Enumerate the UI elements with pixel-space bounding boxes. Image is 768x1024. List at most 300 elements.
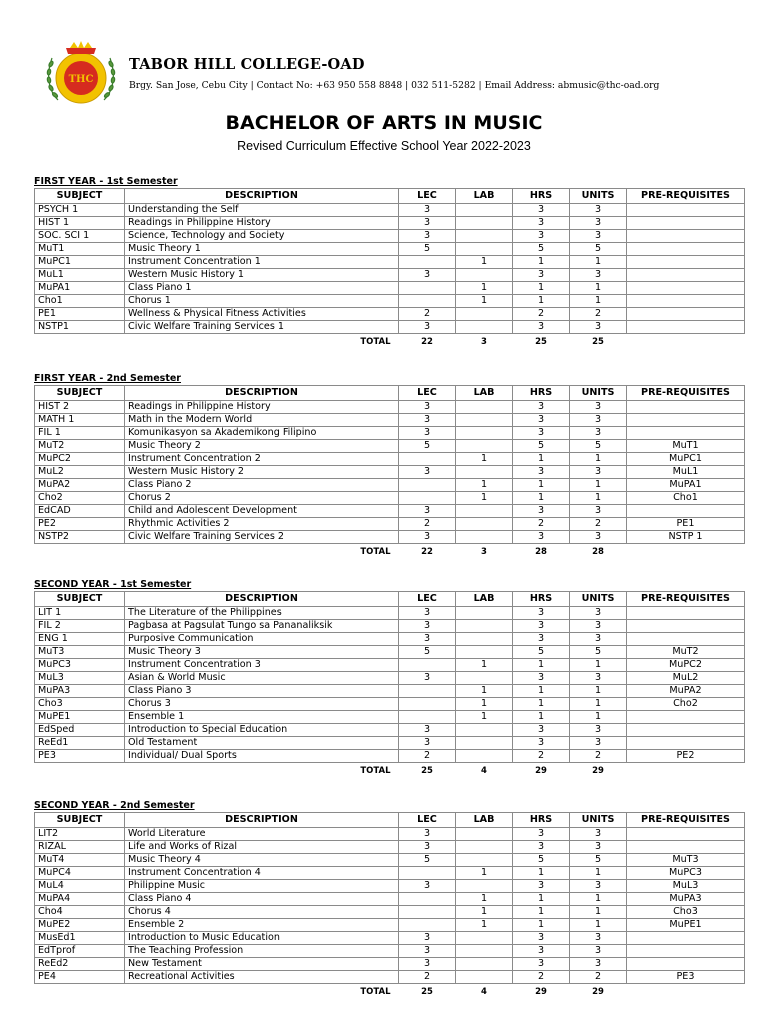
prerequisite-value: MuPA3 — [627, 893, 745, 906]
subject-description: Class Piano 2 — [125, 479, 399, 492]
lab-value — [456, 737, 513, 750]
col-hrs: HRS — [513, 386, 570, 401]
lec-value: 5 — [399, 243, 456, 256]
lec-value — [399, 906, 456, 919]
lec-value: 3 — [399, 401, 456, 414]
col-description: DESCRIPTION — [125, 813, 399, 828]
semester-section — [34, 799, 744, 1000]
subject-description: Purposive Communication — [125, 633, 399, 646]
subject-code: EdTprof — [35, 945, 125, 958]
subject-description: Rhythmic Activities 2 — [125, 518, 399, 531]
subject-code: EdSped — [35, 724, 125, 737]
subject-code: LIT2 — [35, 828, 125, 841]
hrs-value: 3 — [513, 672, 570, 685]
lab-value — [456, 958, 513, 971]
subject-code: MuPA3 — [35, 685, 125, 698]
subject-code: MuL2 — [35, 466, 125, 479]
subject-description: Class Piano 1 — [125, 282, 399, 295]
subject-code: MuL4 — [35, 880, 125, 893]
units-value: 1 — [570, 282, 627, 295]
subject-description: Music Theory 4 — [125, 854, 399, 867]
subject-description: Philippine Music — [125, 880, 399, 893]
subject-description: Recreational Activities — [125, 971, 399, 984]
hrs-value: 3 — [513, 607, 570, 620]
col-lec: LEC — [399, 813, 456, 828]
lec-value: 3 — [399, 217, 456, 230]
lab-value: 1 — [456, 453, 513, 466]
semester-section — [34, 175, 744, 350]
units-value: 5 — [570, 243, 627, 256]
table-row — [35, 217, 745, 230]
subject-code: MuL1 — [35, 269, 125, 282]
total-lec: 22 — [421, 337, 433, 347]
lab-value — [456, 243, 513, 256]
total-row — [35, 984, 745, 1001]
subject-code: Cho2 — [35, 492, 125, 505]
units-value: 3 — [570, 932, 627, 945]
table-row — [35, 479, 745, 492]
subject-code: HIST 1 — [35, 217, 125, 230]
units-value: 1 — [570, 919, 627, 932]
table-row — [35, 295, 745, 308]
units-value: 1 — [570, 698, 627, 711]
total-units: 29 — [592, 987, 604, 997]
lec-value: 3 — [399, 828, 456, 841]
units-value: 5 — [570, 646, 627, 659]
lab-value: 1 — [456, 711, 513, 724]
table-row — [35, 269, 745, 282]
units-value: 3 — [570, 672, 627, 685]
hrs-value: 3 — [513, 945, 570, 958]
total-lab: 4 — [481, 766, 487, 776]
units-value: 3 — [570, 414, 627, 427]
lab-value — [456, 531, 513, 544]
lab-value: 1 — [456, 479, 513, 492]
semester-title: FIRST YEAR - 1st Semester — [34, 176, 178, 187]
hrs-value: 2 — [513, 308, 570, 321]
table-row — [35, 932, 745, 945]
table-row — [35, 453, 745, 466]
units-value: 2 — [570, 971, 627, 984]
lec-value: 3 — [399, 269, 456, 282]
col-units: UNITS — [570, 592, 627, 607]
table-row — [35, 893, 745, 906]
hrs-value: 1 — [513, 453, 570, 466]
col-units: UNITS — [570, 813, 627, 828]
total-row — [35, 544, 745, 561]
subject-description: Readings in Philippine History — [125, 217, 399, 230]
hrs-value: 3 — [513, 880, 570, 893]
hrs-value: 3 — [513, 633, 570, 646]
col-prereq: PRE-REQUISITES — [627, 592, 745, 607]
prerequisite-value: MuT2 — [627, 646, 745, 659]
lec-value: 3 — [399, 672, 456, 685]
subject-description: Introduction to Special Education — [125, 724, 399, 737]
units-value: 3 — [570, 958, 627, 971]
prerequisite-value — [627, 958, 745, 971]
lab-value: 1 — [456, 685, 513, 698]
total-label: TOTAL — [360, 766, 391, 776]
table-row — [35, 841, 745, 854]
prerequisite-value — [627, 308, 745, 321]
units-value: 3 — [570, 466, 627, 479]
units-value: 1 — [570, 906, 627, 919]
subject-description: Pagbasa at Pagsulat Tungo sa Pananaliksik — [125, 620, 399, 633]
lab-value: 1 — [456, 867, 513, 880]
units-value: 3 — [570, 945, 627, 958]
table-row — [35, 440, 745, 453]
prerequisite-value: MuPA1 — [627, 479, 745, 492]
total-label: TOTAL — [360, 337, 391, 347]
lab-value — [456, 854, 513, 867]
col-lab: LAB — [456, 189, 513, 204]
lec-value — [399, 867, 456, 880]
hrs-value: 3 — [513, 932, 570, 945]
prerequisite-value: MuT3 — [627, 854, 745, 867]
lec-value — [399, 919, 456, 932]
subject-code: MuPC2 — [35, 453, 125, 466]
table-row — [35, 711, 745, 724]
lab-value: 1 — [456, 906, 513, 919]
semester-section — [34, 372, 744, 560]
subject-code: MusEd1 — [35, 932, 125, 945]
hrs-value: 3 — [513, 269, 570, 282]
subject-code: ENG 1 — [35, 633, 125, 646]
curriculum-table — [34, 812, 745, 1000]
table-row — [35, 737, 745, 750]
col-description: DESCRIPTION — [125, 189, 399, 204]
prerequisite-value: MuPC1 — [627, 453, 745, 466]
hrs-value: 3 — [513, 427, 570, 440]
prerequisite-value: Cho3 — [627, 906, 745, 919]
hrs-value: 3 — [513, 737, 570, 750]
col-hrs: HRS — [513, 592, 570, 607]
subject-description: Ensemble 1 — [125, 711, 399, 724]
lab-value — [456, 414, 513, 427]
lab-value — [456, 750, 513, 763]
subject-code: FIL 2 — [35, 620, 125, 633]
units-value: 5 — [570, 440, 627, 453]
lec-value — [399, 492, 456, 505]
subject-description: Chorus 3 — [125, 698, 399, 711]
hrs-value: 5 — [513, 440, 570, 453]
subject-code: MuPA4 — [35, 893, 125, 906]
lab-value: 1 — [456, 893, 513, 906]
subject-code: PE3 — [35, 750, 125, 763]
prerequisite-value — [627, 828, 745, 841]
units-value: 3 — [570, 737, 627, 750]
lec-value: 3 — [399, 531, 456, 544]
col-subject: SUBJECT — [35, 189, 125, 204]
prerequisite-value — [627, 295, 745, 308]
subject-description: Individual/ Dual Sports — [125, 750, 399, 763]
lec-value — [399, 659, 456, 672]
prerequisite-value — [627, 414, 745, 427]
lab-value: 1 — [456, 282, 513, 295]
subject-description: The Teaching Profession — [125, 945, 399, 958]
subject-code: PE4 — [35, 971, 125, 984]
hrs-value: 3 — [513, 466, 570, 479]
prerequisite-value — [627, 427, 745, 440]
subject-description: Instrument Concentration 1 — [125, 256, 399, 269]
col-units: UNITS — [570, 189, 627, 204]
units-value: 1 — [570, 711, 627, 724]
prerequisite-value — [627, 737, 745, 750]
total-lec: 22 — [421, 547, 433, 557]
hrs-value: 5 — [513, 646, 570, 659]
col-lab: LAB — [456, 813, 513, 828]
col-hrs: HRS — [513, 813, 570, 828]
prerequisite-value: PE1 — [627, 518, 745, 531]
lec-value: 2 — [399, 750, 456, 763]
lec-value — [399, 282, 456, 295]
units-value: 3 — [570, 531, 627, 544]
table-row — [35, 945, 745, 958]
lab-value: 1 — [456, 256, 513, 269]
hrs-value: 2 — [513, 750, 570, 763]
page-subtitle: Revised Curriculum Effective School Year 2022-2023 — [237, 139, 531, 153]
subject-description: Western Music History 1 — [125, 269, 399, 282]
subject-code: MATH 1 — [35, 414, 125, 427]
subject-description: Instrument Concentration 4 — [125, 867, 399, 880]
table-row — [35, 256, 745, 269]
subject-code: MuT2 — [35, 440, 125, 453]
table-row — [35, 414, 745, 427]
prerequisite-value — [627, 932, 745, 945]
lab-value — [456, 620, 513, 633]
prerequisite-value — [627, 505, 745, 518]
lab-value — [456, 217, 513, 230]
subject-description: Ensemble 2 — [125, 919, 399, 932]
lec-value — [399, 698, 456, 711]
hrs-value: 1 — [513, 659, 570, 672]
subject-code: RIZAL — [35, 841, 125, 854]
lab-value: 1 — [456, 659, 513, 672]
table-row — [35, 505, 745, 518]
subject-code: SOC. SCI 1 — [35, 230, 125, 243]
units-value: 3 — [570, 505, 627, 518]
subject-code: ReEd1 — [35, 737, 125, 750]
prerequisite-value — [627, 401, 745, 414]
prerequisite-value: MuPA2 — [627, 685, 745, 698]
table-row — [35, 958, 745, 971]
lab-value: 1 — [456, 295, 513, 308]
lec-value: 2 — [399, 971, 456, 984]
subject-code: PSYCH 1 — [35, 204, 125, 217]
lab-value: 1 — [456, 492, 513, 505]
prerequisite-value: MuPC2 — [627, 659, 745, 672]
units-value: 1 — [570, 685, 627, 698]
hrs-value: 1 — [513, 295, 570, 308]
prerequisite-value: MuL3 — [627, 880, 745, 893]
college-contact-line: Brgy. San Jose, Cebu City | Contact No: +63 950 558 8848 | 032 511-5282 | Email Address: abmusic@thc-oad.org — [129, 80, 660, 91]
hrs-value: 3 — [513, 620, 570, 633]
prerequisite-value: PE3 — [627, 971, 745, 984]
subject-description: Music Theory 3 — [125, 646, 399, 659]
lec-value: 3 — [399, 945, 456, 958]
units-value: 1 — [570, 479, 627, 492]
prerequisite-value: Cho2 — [627, 698, 745, 711]
total-units: 28 — [592, 547, 604, 557]
hrs-value: 1 — [513, 711, 570, 724]
subject-code: PE2 — [35, 518, 125, 531]
subject-description: Understanding the Self — [125, 204, 399, 217]
hrs-value: 3 — [513, 724, 570, 737]
page-title: BACHELOR OF ARTS IN MUSIC — [225, 112, 543, 134]
lab-value — [456, 204, 513, 217]
units-value: 3 — [570, 230, 627, 243]
curriculum-table — [34, 385, 745, 560]
table-row — [35, 466, 745, 479]
prerequisite-value: MuL2 — [627, 672, 745, 685]
subject-code: MuT4 — [35, 854, 125, 867]
lec-value: 5 — [399, 646, 456, 659]
table-row — [35, 854, 745, 867]
total-lab: 3 — [481, 547, 487, 557]
lec-value: 3 — [399, 737, 456, 750]
subject-code: MuPC3 — [35, 659, 125, 672]
table-row — [35, 971, 745, 984]
lec-value — [399, 295, 456, 308]
subject-description: Old Testament — [125, 737, 399, 750]
subject-code: MuPC4 — [35, 867, 125, 880]
col-lec: LEC — [399, 592, 456, 607]
semester-title: SECOND YEAR - 2nd Semester — [34, 800, 195, 811]
table-row — [35, 698, 745, 711]
subject-code: MuL3 — [35, 672, 125, 685]
table-row — [35, 230, 745, 243]
table-row — [35, 492, 745, 505]
lab-value — [456, 971, 513, 984]
lec-value: 5 — [399, 440, 456, 453]
hrs-value: 1 — [513, 492, 570, 505]
total-hrs: 28 — [535, 547, 547, 557]
units-value: 3 — [570, 724, 627, 737]
col-subject: SUBJECT — [35, 813, 125, 828]
prerequisite-value: MuPE1 — [627, 919, 745, 932]
units-value: 1 — [570, 893, 627, 906]
lec-value — [399, 893, 456, 906]
total-lec: 25 — [421, 766, 433, 776]
units-value: 3 — [570, 880, 627, 893]
curriculum-table — [34, 591, 745, 779]
lec-value — [399, 453, 456, 466]
subject-description: Life and Works of Rizal — [125, 841, 399, 854]
lab-value — [456, 505, 513, 518]
total-lab: 4 — [481, 987, 487, 997]
lec-value: 3 — [399, 321, 456, 334]
lec-value — [399, 711, 456, 724]
lab-value — [456, 633, 513, 646]
subject-description: The Literature of the Philippines — [125, 607, 399, 620]
subject-description: Asian & World Music — [125, 672, 399, 685]
lab-value — [456, 646, 513, 659]
prerequisite-value — [627, 945, 745, 958]
hrs-value: 3 — [513, 217, 570, 230]
semester-title: FIRST YEAR - 2nd Semester — [34, 373, 181, 384]
prerequisite-value: MuL1 — [627, 466, 745, 479]
subject-description: Civic Welfare Training Services 2 — [125, 531, 399, 544]
lec-value: 3 — [399, 466, 456, 479]
lec-value: 3 — [399, 414, 456, 427]
subject-code: FIL 1 — [35, 427, 125, 440]
subject-code: MuPE1 — [35, 711, 125, 724]
lab-value — [456, 880, 513, 893]
subject-description: Introduction to Music Education — [125, 932, 399, 945]
lab-value — [456, 932, 513, 945]
table-row — [35, 750, 745, 763]
hrs-value: 1 — [513, 893, 570, 906]
curriculum-table — [34, 188, 745, 350]
col-lec: LEC — [399, 386, 456, 401]
letterhead — [40, 38, 740, 113]
col-lab: LAB — [456, 592, 513, 607]
hrs-value: 1 — [513, 685, 570, 698]
total-label: TOTAL — [360, 987, 391, 997]
subject-code: MuT3 — [35, 646, 125, 659]
table-row — [35, 867, 745, 880]
lec-value — [399, 479, 456, 492]
hrs-value: 3 — [513, 230, 570, 243]
prerequisite-value: MuPC3 — [627, 867, 745, 880]
lec-value: 3 — [399, 724, 456, 737]
units-value: 1 — [570, 295, 627, 308]
units-value: 3 — [570, 217, 627, 230]
hrs-value: 1 — [513, 919, 570, 932]
hrs-value: 3 — [513, 401, 570, 414]
subject-description: Science, Technology and Society — [125, 230, 399, 243]
prerequisite-value — [627, 256, 745, 269]
subject-description: Instrument Concentration 3 — [125, 659, 399, 672]
subject-code: EdCAD — [35, 505, 125, 518]
prerequisite-value — [627, 321, 745, 334]
table-row — [35, 906, 745, 919]
lab-value — [456, 466, 513, 479]
lab-value — [456, 518, 513, 531]
subject-code: LIT 1 — [35, 607, 125, 620]
lab-value: 1 — [456, 698, 513, 711]
subject-code: MuPE2 — [35, 919, 125, 932]
semester-title: SECOND YEAR - 1st Semester — [34, 579, 192, 590]
college-name: TABOR HILL COLLEGE-OAD — [129, 56, 365, 73]
subject-code: ReEd2 — [35, 958, 125, 971]
hrs-value: 3 — [513, 414, 570, 427]
prerequisite-value: PE2 — [627, 750, 745, 763]
col-lec: LEC — [399, 189, 456, 204]
table-row — [35, 880, 745, 893]
lab-value — [456, 841, 513, 854]
lab-value — [456, 945, 513, 958]
lec-value: 2 — [399, 308, 456, 321]
total-units: 29 — [592, 766, 604, 776]
units-value: 1 — [570, 659, 627, 672]
total-lab: 3 — [481, 337, 487, 347]
lab-value — [456, 230, 513, 243]
hrs-value: 3 — [513, 828, 570, 841]
total-hrs: 29 — [535, 987, 547, 997]
subject-description: Instrument Concentration 2 — [125, 453, 399, 466]
col-subject: SUBJECT — [35, 592, 125, 607]
hrs-value: 1 — [513, 867, 570, 880]
col-prereq: PRE-REQUISITES — [627, 813, 745, 828]
hrs-value: 3 — [513, 531, 570, 544]
table-row — [35, 633, 745, 646]
col-subject: SUBJECT — [35, 386, 125, 401]
table-header-row — [35, 813, 745, 828]
subject-description: Class Piano 3 — [125, 685, 399, 698]
subject-description: Class Piano 4 — [125, 893, 399, 906]
subject-description: New Testament — [125, 958, 399, 971]
